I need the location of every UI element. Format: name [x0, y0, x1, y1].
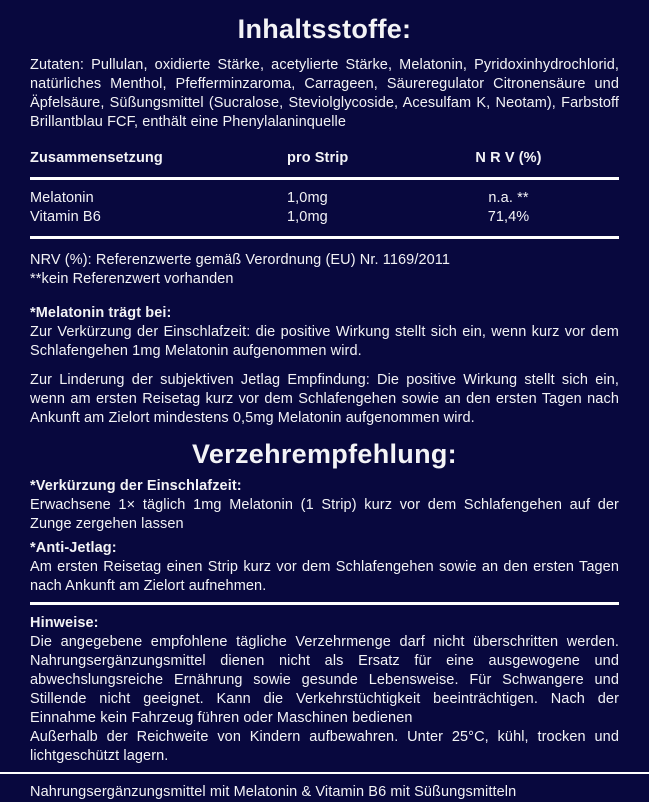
dosage-title: Verzehrempfehlung:	[192, 439, 457, 469]
ingredient-name: Melatonin	[30, 190, 94, 206]
ingredient-amount: 1,0mg	[287, 190, 328, 206]
melatonin-claims-section	[30, 304, 619, 428]
claim-jetlag: Zur Linderung der subjektiven Jetlag Empfindung: Die positive Wirkung stellt sich ein, wenn am ersten Reisetag kurz vor dem Schlafengehen sowie an den ersten Tagen nach Ankunft am Zielort mindestens 0,5mg Melatonin aufgenommen wird.	[30, 372, 619, 426]
column-header-nrv: N R V (%)	[475, 150, 542, 166]
ingredient-nrv: n.a. **	[488, 190, 529, 206]
ingredients-text: Zutaten: Pullulan, oxidierte Stärke, acetylierte Stärke, Melatonin, Pyridoxinhydrochlorid, natürliches Menthol, Pfefferminzaroma, Carrageen, Säureregulator Citronensäure und Äpfelsäure, Süßungsmittel (Sucralose, Steviolglycoside, Acesulfam K, Neotam), Farbstoff Brillantblau FCF, enthält eine Phenylalaninquelle	[30, 57, 619, 130]
dosage-jetlag-text: Am ersten Reisetag einen Strip kurz vor dem Schlafengehen sowie an den ersten Tagen nach Ankunft am Zielort aufnehmen.	[30, 559, 619, 594]
column-header-pro-strip: pro Strip	[287, 150, 349, 166]
table-rule-bottom	[30, 236, 619, 239]
table-header-row	[30, 149, 619, 168]
dosage-sleep-heading: *Verkürzung der Einschlafzeit:	[30, 478, 242, 494]
claim-sleep-onset: Zur Verkürzung der Einschlafzeit: die positive Wirkung stellt sich ein, wenn kurz vor dem Schlafengehen 1mg Melatonin aufgenommen wird.	[30, 324, 619, 359]
storage-instructions: Außerhalb der Reichweite von Kindern aufbewahren. Unter 25°C, kühl, trocken und lichtgeschützt lagern.	[30, 729, 619, 764]
notes-heading: Hinweise:	[30, 615, 99, 631]
nrv-footnotes	[30, 251, 619, 289]
nrv-footnote-reference: NRV (%): Referenzwerte gemäß Verordnung (EU) Nr. 1169/2011	[30, 252, 451, 268]
product-description: Nahrungsergänzungsmittel mit Melatonin & Vitamin B6 mit Süßungsmitteln	[30, 784, 517, 800]
dosage-sleep-text: Erwachsene 1× täglich 1mg Melatonin (1 Strip) kurz vor dem Schlafengehen auf der Zunge zergehen lassen	[30, 497, 619, 532]
nrv-footnote-none: **kein Referenzwert vorhanden	[30, 271, 234, 287]
table-row	[30, 189, 619, 208]
ingredient-name: Vitamin B6	[30, 209, 101, 225]
bottom-edge-rule	[0, 772, 649, 774]
ingredient-amount: 1,0mg	[287, 209, 328, 225]
claims-heading: *Melatonin trägt bei:	[30, 305, 172, 321]
table-row	[30, 208, 619, 227]
notes-section	[30, 614, 619, 728]
column-header-zusammensetzung: Zusammensetzung	[30, 150, 163, 166]
dosage-section	[30, 438, 619, 596]
notes-text: Die angegebene empfohlene tägliche Verzehrmenge darf nicht überschritten werden. Nahrungsergänzungsmittel dienen nicht als Ersatz für eine ausgewogene und abwechslungsreiche Ernährung sowie gesunde Lebensweise. Für Schwangere und Stillende nicht geeignet. Kann die Verkehrstüchtigkeit beeinträchtigen. Nach der Einnahme kein Fahrzeug führen oder Maschinen bedienen	[30, 634, 619, 726]
table-rule-top	[30, 177, 619, 180]
composition-table	[30, 149, 619, 239]
ingredient-nrv: 71,4%	[487, 209, 530, 225]
dosage-jetlag-heading: *Anti-Jetlag:	[30, 540, 117, 556]
ingredients-title: Inhaltsstoffe:	[237, 14, 412, 44]
notes-divider-rule	[30, 602, 619, 605]
